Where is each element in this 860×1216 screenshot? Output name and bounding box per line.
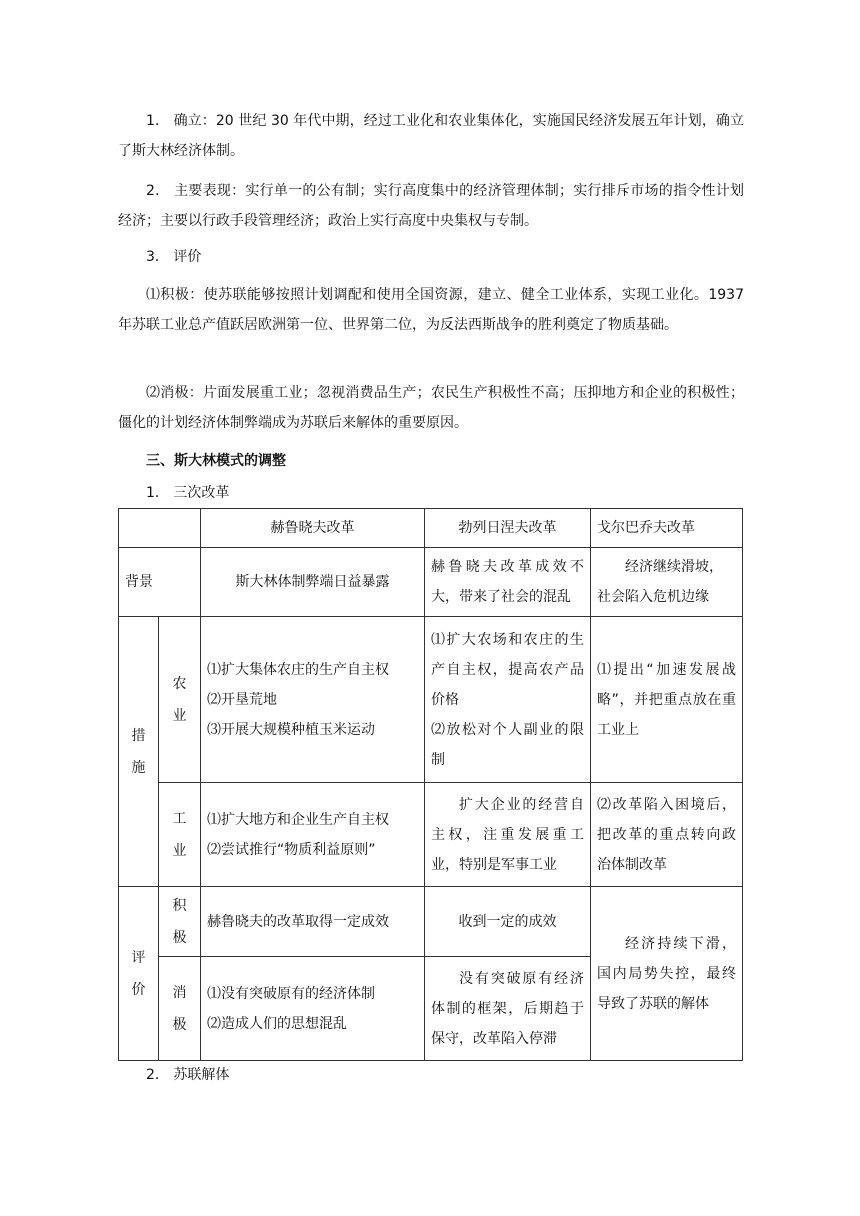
reform-comparison-table <box>118 508 743 1061</box>
paragraph-main-features: 2． 主要表现：实行单一的公有制；实行高度集中的经济管理体制；实行排斥市场的指令性计划经济；主要以行政手段管理经济；政治上实行高度中央集权与专制。 <box>118 183 744 229</box>
evaluation-gorbachev: 经济持续下滑，国内局势失控，最终导致了苏联的解体 <box>591 887 743 1061</box>
negative-khrushchev <box>201 957 425 1061</box>
table-row-evaluation-positive <box>119 887 743 957</box>
industry-khrushchev-item-2: ⑵尝试推行“物质利益原则” <box>207 841 376 858</box>
sub-label-industry <box>159 783 201 887</box>
background-gorbachev: 经济继续滑坡，社会陷入危机边缘 <box>591 548 743 617</box>
paragraph-negative: ⑵消极：片面发展重工业；忽视消费品生产；农民生产积极性不高；压抑地方和企业的积极性；僵化的计划经济体制弊端成为苏联后来解体的重要原因。 <box>118 385 744 431</box>
agriculture-brezhnev-item-1: ⑴扩大农场和农庄的生产自主权，提高农产品价格 <box>431 631 584 708</box>
paragraph-evaluation-heading: 3． 评价 <box>146 249 202 265</box>
agriculture-khrushchev-item-2: ⑵开垦荒地 <box>207 691 277 708</box>
background-brezhnev: 赫鲁晓夫改革成效不大，带来了社会的混乱 <box>425 548 591 617</box>
row-label-background: 背景 <box>119 548 201 617</box>
measures-label-char-2: 施 <box>131 759 146 776</box>
negative-label-char-1: 消 <box>172 984 187 1001</box>
paragraph-establishment: 1． 确立：20 世纪 30 年代中期，经过工业化和农业集体化，实施国民经济发展五年计划，确立了斯大林经济体制。 <box>118 113 744 159</box>
agriculture-brezhnev <box>425 617 591 783</box>
table-row-background <box>119 548 743 617</box>
industry-khrushchev-item-1: ⑴扩大地方和企业生产自主权 <box>207 811 389 828</box>
table-row-measures-industry <box>119 783 743 887</box>
sub-label-negative <box>159 957 201 1061</box>
sub-label-positive <box>159 887 201 957</box>
agriculture-brezhnev-item-2: ⑵放松对个人副业的限制 <box>431 721 584 768</box>
evaluation-label-char-2: 价 <box>131 981 146 998</box>
paragraph-positive: ⑴积极：使苏联能够按照计划调配和使用全国资源，建立、健全工业体系，实现工业化。1937 年苏联工业总产值跃居欧洲第一位、世界第二位，为反法西斯战争的胜利奠定了物质基础。 <box>118 287 744 333</box>
table-header-row <box>119 509 743 548</box>
positive-label-char-1: 积 <box>172 897 187 914</box>
agriculture-label-char-2: 业 <box>172 707 187 724</box>
header-khrushchev: 赫鲁晓夫改革 <box>201 509 425 548</box>
positive-brezhnev: 收到一定的成效 <box>425 887 591 957</box>
evaluation-label-char-1: 评 <box>131 949 146 966</box>
negative-brezhnev: 没有突破原有经济体制的框架，后期趋于保守，改革陷入停滞 <box>425 957 591 1061</box>
agriculture-label-char-1: 农 <box>172 675 187 692</box>
positive-khrushchev: 赫鲁晓夫的改革取得一定成效 <box>201 887 425 957</box>
industry-khrushchev <box>201 783 425 887</box>
industry-gorbachev: ⑵改革陷入困境后，把改革的重点转向政治体制改革 <box>591 783 743 887</box>
table-row-measures-agriculture <box>119 617 743 783</box>
row-label-measures <box>119 617 159 887</box>
negative-khrushchev-item-1: ⑴没有突破原有的经济体制 <box>207 985 375 1002</box>
negative-khrushchev-item-2: ⑵造成人们的思想混乱 <box>207 1015 347 1032</box>
industry-label-char-2: 业 <box>172 842 187 859</box>
agriculture-gorbachev: ⑴提出“加速发展战略”，并把重点放在重工业上 <box>591 617 743 783</box>
industry-label-char-1: 工 <box>172 810 187 827</box>
negative-label-char-2: 极 <box>172 1016 187 1033</box>
header-brezhnev: 勃列日涅夫改革 <box>425 509 591 548</box>
subheading-soviet-dissolution: 2． 苏联解体 <box>146 1067 230 1083</box>
positive-label-char-2: 极 <box>172 929 187 946</box>
row-label-evaluation <box>119 887 159 1061</box>
agriculture-khrushchev <box>201 617 425 783</box>
section-heading-stalin-model-adjustment: 三、斯大林模式的调整 <box>146 453 286 469</box>
agriculture-khrushchev-item-1: ⑴扩大集体农庄的生产自主权 <box>207 661 389 678</box>
measures-label-char-1: 措 <box>131 727 146 744</box>
subheading-three-reforms: 1． 三次改革 <box>146 485 230 501</box>
industry-brezhnev: 扩大企业的经营自主权，注重发展重工业，特别是军事工业 <box>425 783 591 887</box>
background-khrushchev: 斯大林体制弊端日益暴露 <box>201 548 425 617</box>
header-corner-cell <box>119 509 201 548</box>
sub-label-agriculture <box>159 617 201 783</box>
agriculture-khrushchev-item-3: ⑶开展大规模种植玉米运动 <box>207 721 375 738</box>
header-gorbachev: 戈尔巴乔夫改革 <box>591 509 743 548</box>
